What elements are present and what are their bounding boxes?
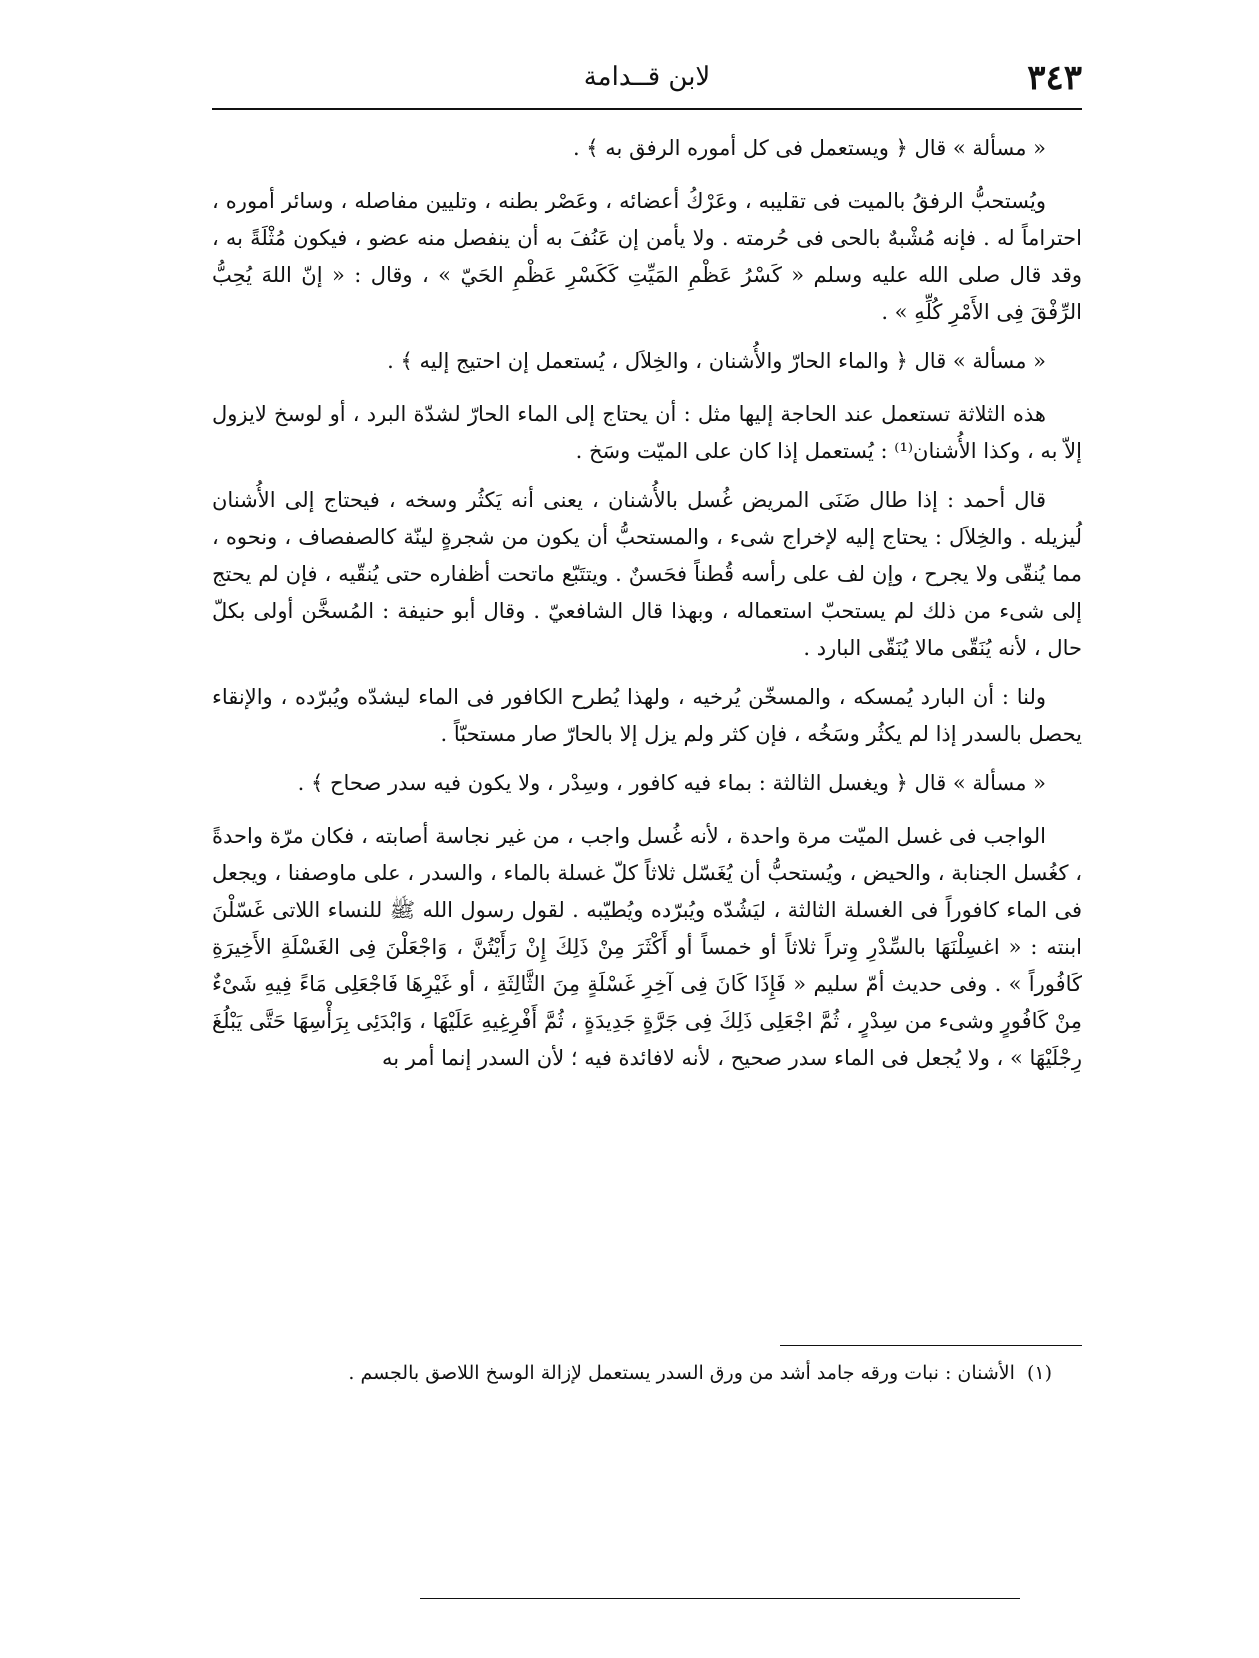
paragraph: هذه الثلاثة تستعمل عند الحاجة إليها مثل : أن يحتاج إلى الماء الحارّ لشدّة البرد ، أو لوسخ لايزول إلاّ به ، وكذا الأُشنان⁽¹⁾ : يُستعمل إذا كان على الميّت وسَخ .	[212, 402, 1082, 463]
running-title: لابن قــدامة	[583, 62, 711, 92]
paragraph: قال أحمد : إذا طال ضَنَى المريض غُسل بالأُشنان ، يعنى أنه يَكثُر وسخه ، فيحتاج إلى الأُشنان لُيزيله . والخِلاَل : يحتاج إليه لإخراج شىء ، والمستحبُّ أن يكون من شجرةٍ لينّة كالصفصاف ، ونحوه ، مما يُنقّى ولا يجرح ، وإن لف على رأسه قُطناً فحَسنٌ . ويتتَبّع ماتحت أظفاره حتى يُنقّيه ، فإن لم يحتج إلى شىء من ذلك لم يستحبّ استعماله ، وبهذا قال الشافعيّ . وقال أبو حنيفة : المُسخَّن أولى بكلّ حال ، لأنه يُنَقّى مالا يُنَقّى البارد .	[212, 488, 1082, 660]
header-rule	[212, 108, 1082, 110]
issue-heading: « مسألة » قال ﴿ والماء الحارّ والأُشنان ، والخِلاَل ، يُستعمل إن احتيج إليه ﴾ .	[387, 349, 1046, 373]
paragraph: ويُستحبُّ الرفقُ بالميت فى تقليبه ، وعَرْكُ أعضائه ، وعَصْر بطنه ، وتليين مفاصله ، وسائر أموره ، احتراماً له . فإنه مُشْبهٌ بالحى فى حُرمته . ولا يأمن إن عَنُفَ به أن ينفصل منه عضو ، فيكون مُثْلَةً به ، وقد قال صلى الله عليه وسلم « كَسْرُ عَظْمِ المَيِّتِ كَكَسْرِ عَظْمِ الحَيّ » ، وقال : « إنّ اللهَ يُحِبُّ الرِّفْقَ فِى الأَمْرِ كُلِّهِ » .	[212, 189, 1082, 324]
page-header	[212, 58, 1082, 108]
footnote-text: الأشنان : نبات ورقه جامد أشد من ورق السدر يستعمل لإزالة الوسخ اللاصق بالجسم .	[348, 1362, 1015, 1384]
page-number: ٣٤٣	[1027, 58, 1082, 98]
body-text	[212, 130, 1082, 1089]
paragraph: الواجب فى غسل الميّت مرة واحدة ، لأنه غُسل واجب ، من غير نجاسة أصابته ، فكان مرّة واحدةً ، كغُسل الجنابة ، والحيض ، ويُستحبُّ أن يُغَسّل ثلاثاً كلّ غسلة بالماء ، والسدر ، على ماوصفنا ، ويجعل فى الماء كافوراً فى الغسلة الثالثة ، ليَشُدّه ويُبرّده ويُطيّبه . لقول رسول الله ﷺ للنساء اللاتى غَسّلْنَ ابنته : « اغسِلْنَهَا بالسِّدْرِ وِتراً ثلاثاً أو خمساً أو أَكْثَرَ مِنْ ذَلِكَ إِنْ رَأَيْتُنَّ ، وَاجْعَلْنَ فِى الغَسْلَةِ الأَخِيرَةِ كَافُوراً » . وفى حديث أمّ سليم « فَإِذَا كَانَ فِى آخِرِ غَسْلَةٍ مِنَ الثَّالِثَةِ ، أو غَيْرِهَا فَاجْعَلِى مَاءً فِيهِ شَىْءٌ مِنْ كَافُورٍ وشىء من سِدْرٍ ، ثُمَّ اجْعَلِى ذَلِكَ فِى جَرَّةٍ جَدِيدَةٍ ، ثُمَّ أَفْرِغِيهِ عَلَيْهَا ، وَابْدَئِى بِرَأْسِهَا حَتَّى يَبْلُغَ رِجْلَيْهَا » ، ولا يُجعل فى الماء سدر صحيح ، لأنه لافائدة فيه ؛ لأن السدر إنما أمر به	[212, 824, 1082, 1070]
bottom-rule	[420, 1598, 1020, 1599]
footnote-marker: (١)	[1026, 1362, 1052, 1384]
footnote-rule	[780, 1345, 1082, 1346]
issue-heading: « مسألة » قال ﴿ ويغسل الثالثة : بماء فيه كافور ، وسِدْر ، ولا يكون فيه سدر صحاح ﴾ .	[297, 771, 1046, 795]
paragraph: ولنا : أن البارد يُمسكه ، والمسخّن يُرخيه ، ولهذا يُطرح الكافور فى الماء ليشدّه ويُبرّده ، والإنقاء يحصل بالسدر إذا لم يكثُر وسَخُه ، فإن كثر ولم يزل إلا بالحارّ صار مستحبّاً .	[212, 685, 1082, 746]
footnote	[212, 1358, 1052, 1388]
issue-heading: « مسألة » قال ﴿ ويستعمل فى كل أموره الرفق به ﴾ .	[572, 136, 1046, 160]
